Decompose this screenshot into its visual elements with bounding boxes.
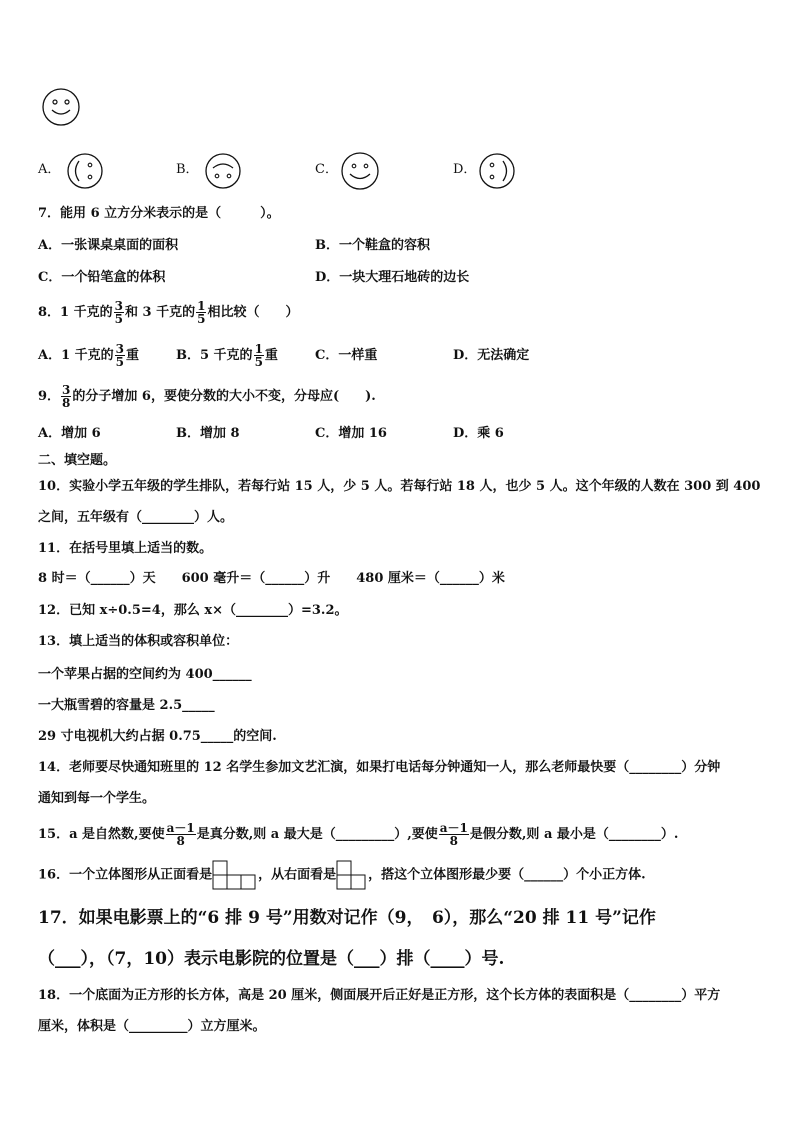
q10-line2: 之间，五年级有（________）人。: [38, 510, 234, 525]
smiley-face-reference-icon: [40, 86, 82, 128]
q15-fraction-1: $\frac{a-1}{8}$: [166, 821, 195, 848]
q13-line1: 一个苹果占据的空间约为 400______: [38, 667, 252, 682]
q8-option-b[interactable]: B．5 千克的 $\frac{1}{5}$ 重: [176, 342, 278, 369]
q18-line1: 18．一个底面为正方形的长方体，高是 20 厘米，侧面展开后正好是正方形，这个长方体的表面积是（________）平方: [38, 988, 721, 1003]
q7-stem: 7．能用 6 立方分米表示的是（ ）。: [38, 206, 280, 221]
front-view-icon: [212, 860, 258, 890]
q9-option-c[interactable]: C．增加 16: [315, 426, 387, 441]
q15-stem: 15．a 是自然数,要使 $\frac{a-1}{8}$ 是真分数,则 a 最大是（_________）,要使 $\frac{a-1}{8}$ 是假分数,则 a 最小是（________）.: [38, 821, 679, 848]
q9-stem: 9． $\frac{3}{8}$ 的分子增加 6，要使分数的大小不变，分母应( ).: [38, 383, 376, 410]
q17-line2: （___），（7，10）表示电影院的位置是（___）排（____）号.: [38, 949, 505, 969]
q10-line1: 10．实验小学五年级的学生排队，若每行站 15 人，少 5 人。若每行站 18 人，也少 5 人。这个年级的人数在 300 到 400: [38, 479, 761, 494]
q8-option-c[interactable]: C．一样重: [315, 348, 378, 363]
right-view-icon: [336, 860, 368, 890]
q9-option-d[interactable]: D．乘 6: [453, 426, 504, 441]
q13-stem: 13．填上适当的体积或容积单位：: [38, 634, 239, 649]
face-rotated-right-icon[interactable]: [476, 151, 518, 191]
face-rotated-left-icon[interactable]: [64, 151, 106, 191]
q8-stem: 8．1 千克的 $\frac{3}{5}$ 和 3 千克的 $\frac{1}{5}$ 相比较（ ）: [38, 299, 299, 326]
q17-line1: 17．如果电影票上的“6 排 9 号”用数对记作（9， 6），那么“20 排 11 号”记作: [38, 908, 656, 928]
face-upright-icon[interactable]: [339, 150, 381, 192]
q9-option-a[interactable]: A．增加 6: [38, 426, 101, 441]
q12-stem: 12．已知 x÷0.5=4，那么 x×（________）=3.2。: [38, 603, 348, 618]
section-heading: 二、填空题。: [38, 453, 117, 468]
q6-option-c-label[interactable]: C．: [315, 162, 338, 177]
q7-option-c[interactable]: C．一个铅笔盒的体积: [38, 270, 166, 285]
q13-line2: 一大瓶雪碧的容量是 2.5_____: [38, 698, 215, 713]
q9-option-b[interactable]: B．增加 8: [176, 426, 240, 441]
q15-fraction-2: $\frac{a-1}{8}$: [439, 821, 468, 848]
q16-stem: 16．一个立体图形从正面看是 ，从右面看是 ，搭这个立体图形最少要（______）个小正方体.: [38, 860, 646, 891]
q18-line2: 厘米，体积是（_________）立方厘米。: [38, 1019, 266, 1034]
q7-option-d[interactable]: D．一块大理石地砖的边长: [315, 270, 470, 285]
q8-option-d[interactable]: D．无法确定: [453, 348, 530, 363]
q14-line1: 14．老师要尽快通知班里的 12 名学生参加文艺汇演，如果打电话每分钟通知一人，那么老师最快要（________）分钟: [38, 760, 721, 775]
q6-option-b-label[interactable]: B．: [176, 162, 199, 177]
q9-fraction-3-8: $\frac{3}{8}$: [62, 383, 71, 410]
q7-option-a[interactable]: A．一张课桌桌面的面积: [38, 238, 179, 253]
q6-option-d-label[interactable]: D．: [453, 162, 477, 177]
face-upside-down-icon[interactable]: [202, 151, 244, 191]
q6-option-a-label[interactable]: A．: [38, 162, 61, 177]
q8-fraction-1-5: $\frac{1}{5}$: [197, 299, 206, 326]
q14-line2: 通知到每一个学生。: [38, 791, 156, 806]
q8-option-a[interactable]: A．1 千克的 $\frac{3}{5}$ 重: [38, 342, 140, 369]
q8-fraction-3-5: $\frac{3}{5}$: [114, 299, 123, 326]
q7-option-b[interactable]: B．一个鞋盒的容积: [315, 238, 430, 253]
q13-line3: 29 寸电视机大约占据 0.75_____的空间.: [38, 729, 277, 744]
q11-stem: 11．在括号里填上适当的数。: [38, 541, 213, 556]
q11-blanks: 8 时＝（______）天 600 毫升＝（______）升 480 厘米＝（______）米: [38, 571, 505, 586]
